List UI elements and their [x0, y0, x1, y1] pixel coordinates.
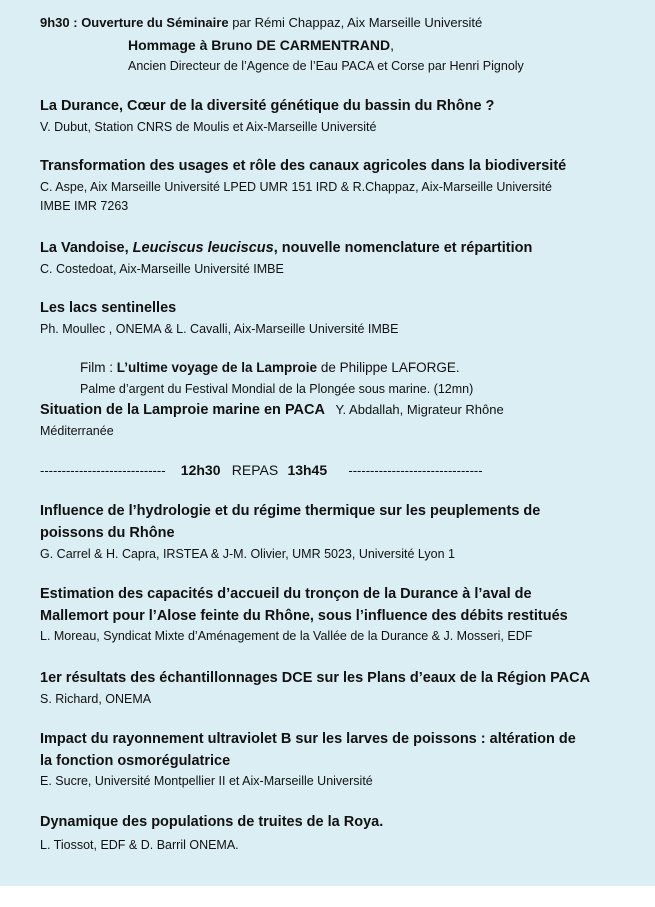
talk-title: Situation de la Lamproie marine en PACA — [40, 402, 325, 418]
talk-speaker: IMBE IMR 7263 — [40, 199, 129, 213]
talk-title-part: La Vandoise, — [40, 240, 133, 256]
talk-speaker: L. Moreau, Syndicat Mixte d’Aménagement de la Vallée de la Durance & J. Mosseri, EDF — [40, 629, 533, 643]
talk-speaker: G. Carrel & H. Capra, IRSTEA & J-M. Olivier, UMR 5023, Université Lyon 1 — [40, 547, 455, 561]
tribute-detail: Ancien Directeur de l’Agence de l’Eau PACA et Corse par Henri Pignoly — [128, 59, 524, 73]
talk-title: La Durance, Cœur de la diversité génétique du bassin du Rhône ? — [40, 98, 495, 114]
lunch-start: 12h30 — [180, 462, 221, 478]
talk-title: poissons du Rhône — [40, 525, 175, 541]
tribute-title: Hommage à Bruno DE CARMENTRAND — [128, 37, 391, 53]
lunch-end: 13h45 — [287, 462, 328, 478]
talk-title: Dynamique des populations de truites de la Roya. — [40, 814, 384, 830]
talk-speaker: C. Costedoat, Aix-Marseille Université IMBE — [40, 262, 284, 276]
talk-speaker: L. Tiossot, EDF & D. Barril ONEMA. — [40, 838, 239, 852]
talk-speaker: Méditerranée — [40, 424, 114, 438]
film-award: Palme d’argent du Festival Mondial de la Plongée sous marine. (12mn) — [80, 382, 474, 396]
talk-title: Estimation des capacités d’accueil du tronçon de la Durance à l’aval de — [40, 586, 532, 602]
talk-speaker: V. Dubut, Station CNRS de Moulis et Aix-Marseille Université — [40, 120, 377, 134]
lunch-separator — [40, 461, 483, 480]
talk-title: Impact du rayonnement ultraviolet B sur les larves de poissons : altération de — [40, 731, 576, 747]
talk-title: Mallemort pour l’Alose feinte du Rhône, sous l’influence des débits restitués — [40, 608, 568, 624]
opening-by: par Rémi Chappaz, Aix Marseille Université — [228, 15, 483, 30]
talk-title: Transformation des usages et rôle des canaux agricoles dans la biodiversité — [40, 158, 567, 174]
talk-title — [40, 238, 532, 259]
film-prefix: Film : — [80, 360, 117, 375]
talk-speaker: Ph. Moullec , ONEMA & L. Cavalli, Aix-Marseille Université IMBE — [40, 322, 399, 336]
talk-title-part: , nouvelle nomenclature et répartition — [273, 240, 533, 256]
tribute-line — [128, 36, 394, 54]
species-name: Leuciscus leuciscus — [132, 240, 274, 256]
lamproie-line — [40, 401, 504, 419]
separator-dashes-right: ------------------------------- — [348, 463, 483, 478]
talk-speaker: Y. Abdallah, Migrateur Rhône — [324, 402, 504, 417]
tribute-comma: , — [390, 37, 395, 53]
opening-time: 9h30 : — [40, 15, 82, 30]
film-by: de Philippe LAFORGE. — [317, 360, 460, 375]
talk-speaker: C. Aspe, Aix Marseille Université LPED UMR 151 IRD & R.Chappaz, Aix-Marseille Université — [40, 180, 552, 194]
talk-title: Les lacs sentinelles — [40, 300, 177, 316]
film-line — [80, 359, 460, 377]
talk-speaker: E. Sucre, Université Montpellier II et Aix-Marseille Université — [40, 774, 373, 788]
opening-title: Ouverture du Séminaire — [81, 15, 229, 30]
talk-speaker: S. Richard, ONEMA — [40, 692, 152, 706]
talk-title: Influence de l’hydrologie et du régime thermique sur les peuplements de — [40, 503, 541, 519]
film-title: L’ultime voyage de la Lamproie — [116, 360, 318, 375]
separator-dashes-left: ----------------------------- — [40, 463, 166, 478]
opening-line — [40, 14, 482, 32]
talk-title: 1er résultats des échantillonnages DCE sur les Plans d’eaux de la Région PACA — [40, 670, 591, 686]
lunch-label: REPAS — [231, 462, 279, 478]
talk-title: la fonction osmorégulatrice — [40, 753, 231, 769]
